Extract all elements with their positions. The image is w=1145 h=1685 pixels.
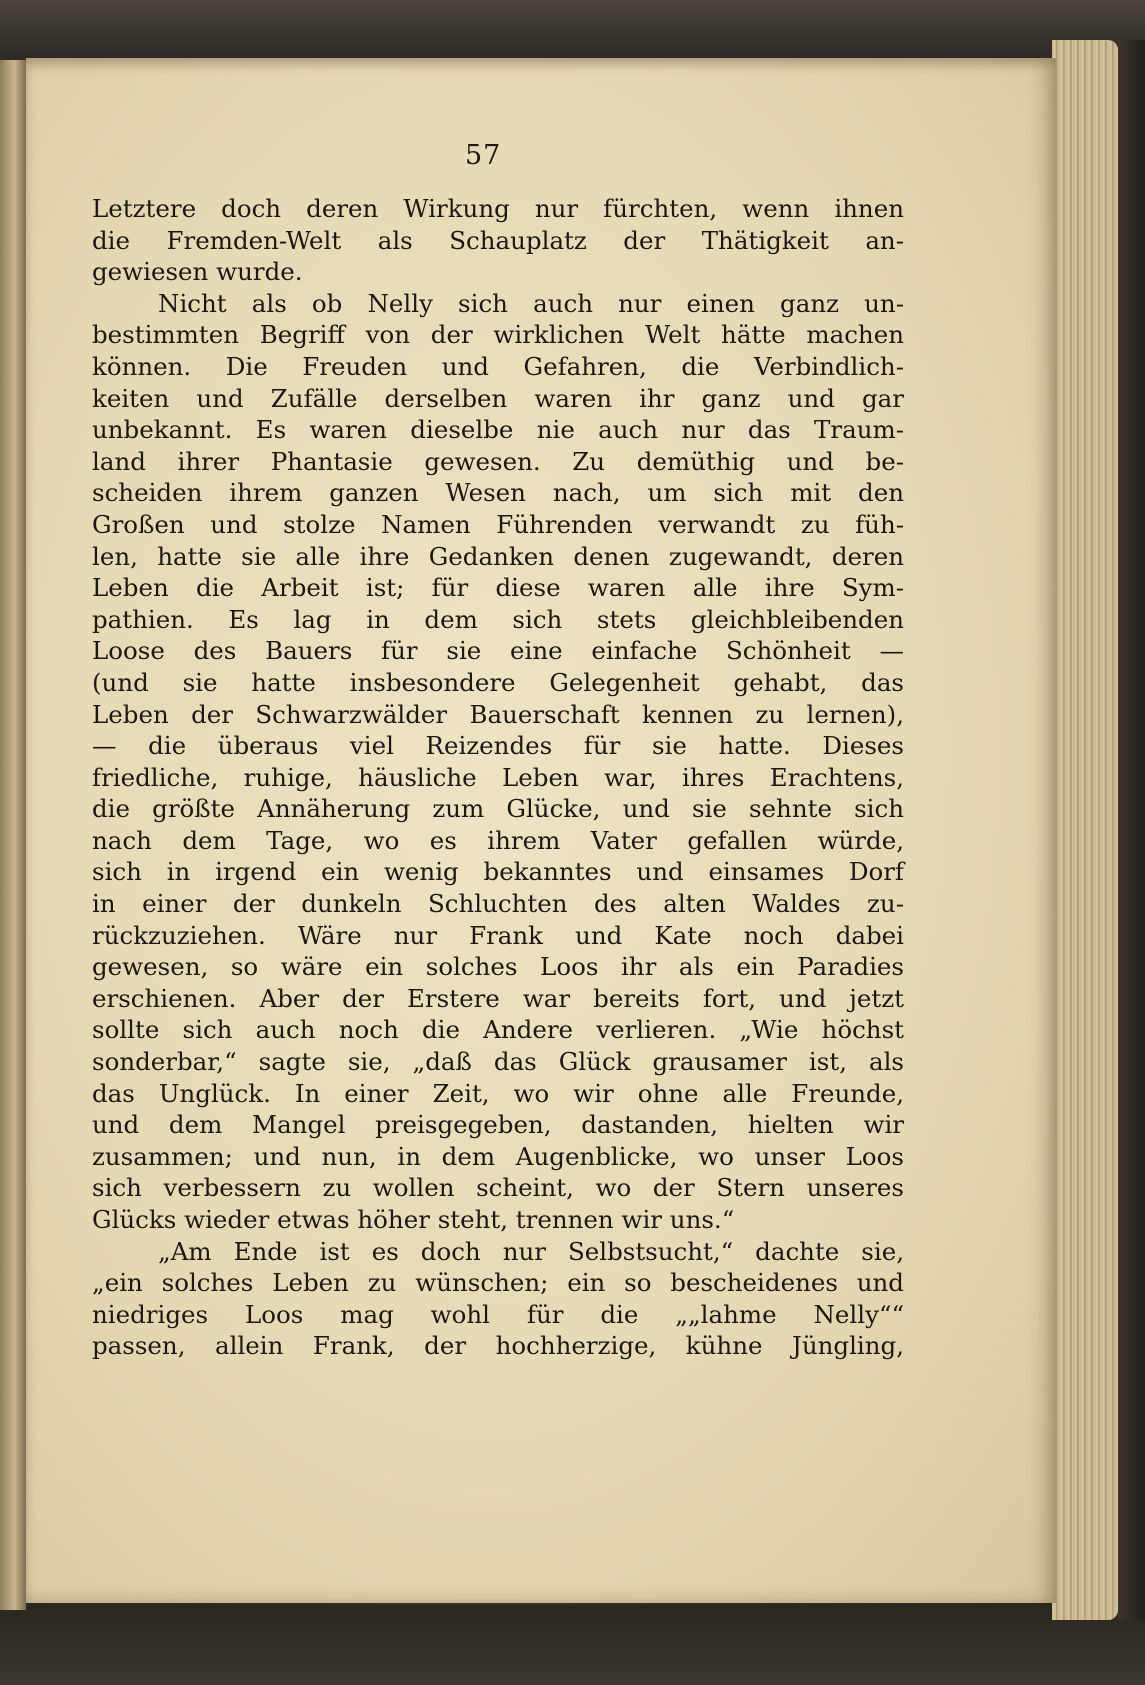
text-line: in einer der dunkeln Schluchten des alten Waldes zu- xyxy=(92,889,904,919)
text-line: niedriges Loos mag wohl für die „„lahme Nelly““ xyxy=(92,1299,904,1329)
text-line: keiten und Zufälle derselben waren ihr ganz und gar xyxy=(92,383,904,413)
text-line: zusammen; und nun, in dem Augenblicke, wo unser Loos xyxy=(92,1141,904,1171)
text-line: Loose des Bauers für sie eine einfache Schönheit — xyxy=(92,636,904,666)
text-line: die Fremden-Welt als Schauplatz der Thätigkeit an- xyxy=(92,225,904,255)
page-number: 57 xyxy=(465,140,502,171)
text-line: das Unglück. In einer Zeit, wo wir ohne alle Freunde, xyxy=(92,1078,904,1108)
text-line: Letztere doch deren Wirkung nur fürchten, wenn ihnen xyxy=(92,194,904,223)
text-line: Leben der Schwarzwälder Bauerschaft kennen zu lernen), xyxy=(92,699,904,729)
text-line: können. Die Freuden und Gefahren, die Verbindlich- xyxy=(92,351,904,381)
text-line: sonderbar,“ sagte sie, „daß das Glück grausamer ist, als xyxy=(92,1047,904,1077)
text-line: Leben die Arbeit ist; für diese waren alle ihre Sym- xyxy=(92,573,904,603)
page-edges-stack xyxy=(1052,40,1118,1620)
cover-bottom-edge xyxy=(0,1605,1145,1685)
text-line: len, hatte sie alle ihre Gedanken denen zugewandt, deren xyxy=(92,541,904,571)
text-line: land ihrer Phantasie gewesen. Zu demüthig und be- xyxy=(92,446,904,476)
text-line: „ein solches Leben zu wünschen; ein so bescheidenes und xyxy=(92,1268,904,1298)
text-line: sich in irgend ein wenig bekanntes und einsames Dorf xyxy=(92,857,904,887)
text-line: Glücks wieder etwas höher steht, trennen wir uns.“ xyxy=(92,1205,735,1234)
text-line: rückzuziehen. Wäre nur Frank und Kate noch dabei xyxy=(92,920,904,950)
text-line: sich verbessern zu wollen scheint, wo der Stern unseres xyxy=(92,1173,904,1203)
text-line: „Am Ende ist es doch nur Selbstsucht,“ dachte sie, xyxy=(158,1236,904,1266)
text-line: sollte sich auch noch die Andere verlieren. „Wie höchst xyxy=(92,1015,904,1045)
text-line: Nicht als ob Nelly sich auch nur einen ganz un- xyxy=(158,288,904,318)
text-line: pathien. Es lag in dem sich stets gleichbleibenden xyxy=(92,604,904,634)
text-line: scheiden ihrem ganzen Wesen nach, um sich mit den xyxy=(92,478,904,508)
text-line: bestimmten Begriff von der wirklichen Welt hätte machen xyxy=(92,320,904,350)
text-line: die größte Annäherung zum Glücke, und sie sehnte sich xyxy=(92,794,904,824)
text-line: — die überaus viel Reizendes für sie hatte. Dieses xyxy=(92,731,904,761)
page-gutter xyxy=(0,60,26,1610)
text-line: (und sie hatte insbesondere Gelegenheit gehabt, das xyxy=(92,667,904,697)
text-line: erschienen. Aber der Erstere war bereits fort, und jetzt xyxy=(92,983,904,1013)
body-text xyxy=(92,193,904,1362)
cover-right-edge xyxy=(1118,40,1145,1620)
text-line: gewiesen wurde. xyxy=(92,257,303,287)
text-line: nach dem Tage, wo es ihrem Vater gefallen würde, xyxy=(92,825,904,855)
text-line: Großen und stolze Namen Führenden verwandt zu füh- xyxy=(92,509,904,539)
text-line: passen, allein Frank, der hochherzige, kühne Jüngling, xyxy=(92,1331,904,1361)
text-line: und dem Mangel preisgegeben, dastanden, hielten wir xyxy=(92,1110,904,1140)
cover-top-edge xyxy=(0,0,1145,62)
text-line: gewesen, so wäre ein solches Loos ihr als ein Paradies xyxy=(92,952,904,982)
text-line: friedliche, ruhige, häusliche Leben war, ihres Erachtens, xyxy=(92,762,904,792)
text-line: unbekannt. Es waren dieselbe nie auch nur das Traum- xyxy=(92,415,904,445)
